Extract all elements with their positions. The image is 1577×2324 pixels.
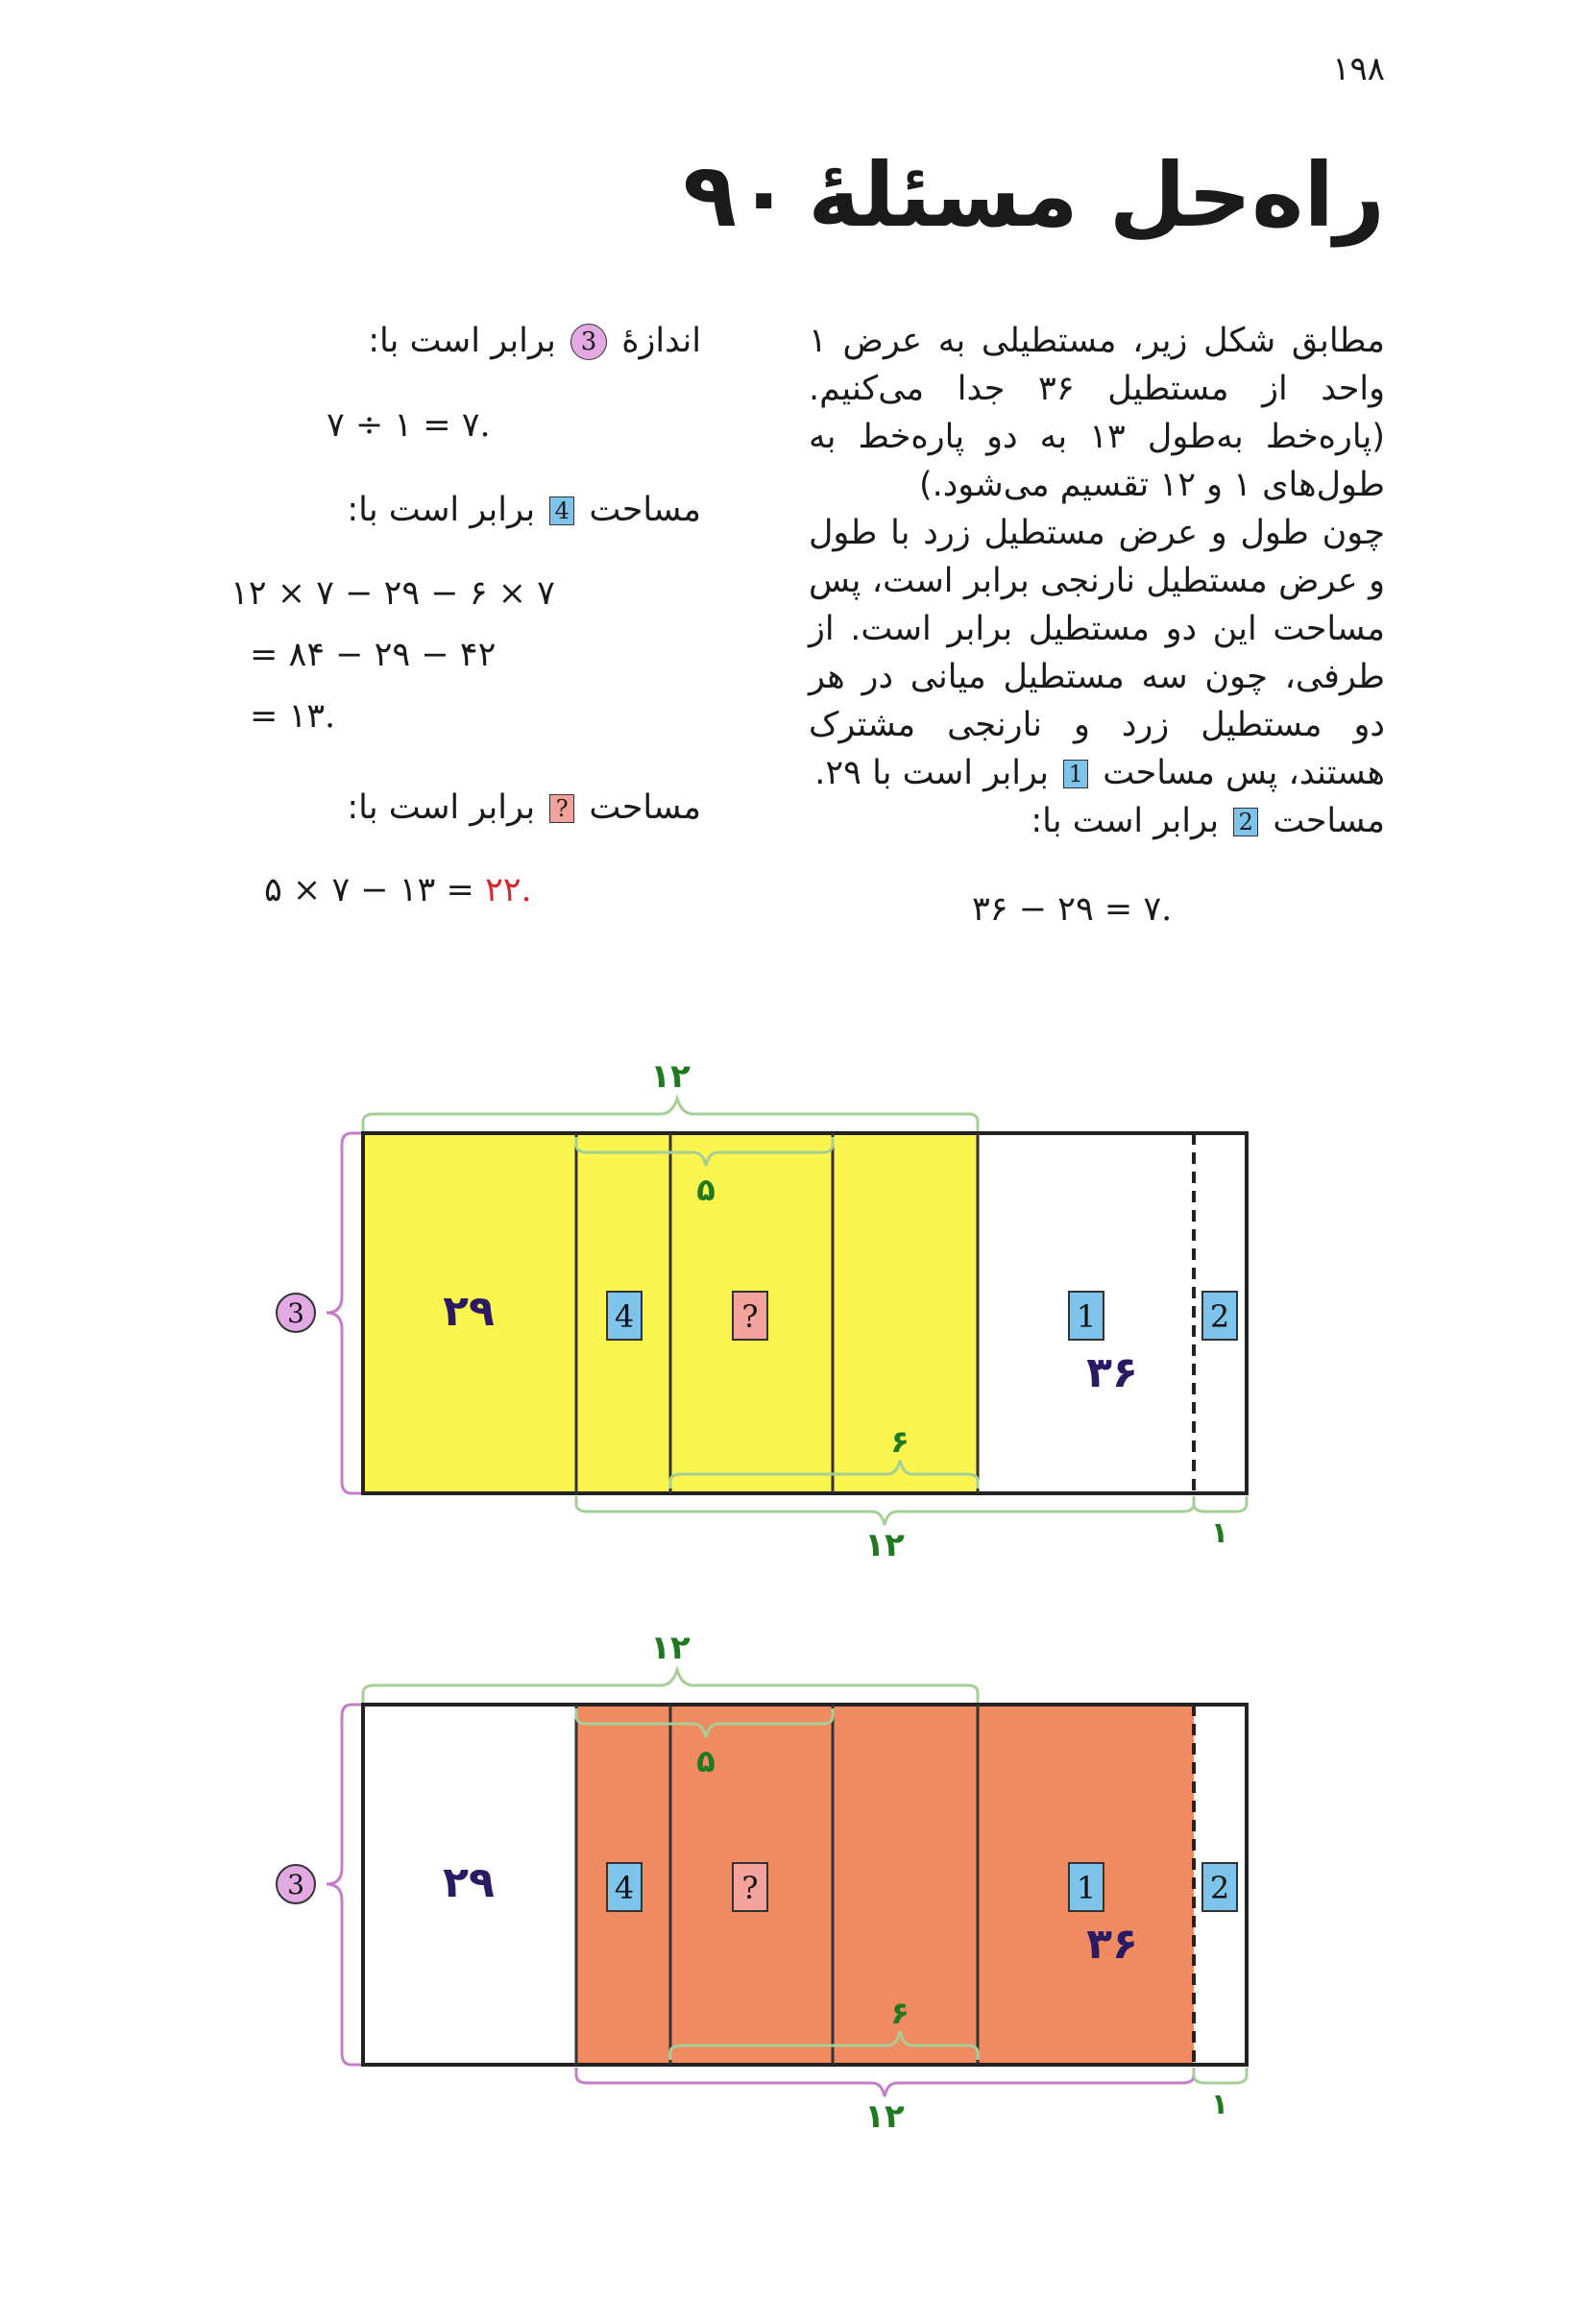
- formula-area-4-line-3: = ۱۳.: [250, 697, 336, 736]
- label-bottom-12: ۱۲: [864, 1526, 905, 1556]
- title-text: راه‌حل مسئلهٔ: [808, 144, 1385, 247]
- top-brace: [363, 1099, 978, 1131]
- label-inner-5: ۵: [696, 1743, 716, 1779]
- box-2-label: 2: [1209, 1298, 1230, 1335]
- area-q-line: [230, 784, 701, 832]
- paragraph-2-tail: برابر است با ۲۹.: [814, 754, 1049, 792]
- box-4-inline: 4: [549, 496, 574, 525]
- formula-area-2: ۳۶ − ۲۹ = ۷.: [972, 890, 1173, 929]
- box-1-inline: 1: [1063, 760, 1088, 788]
- formula-area-4-block: [230, 563, 701, 747]
- area-q-tail: برابر است با:: [347, 788, 536, 827]
- label-36: ۳۶: [1086, 1348, 1138, 1397]
- page-title: [683, 144, 1385, 247]
- box-q-inline: ?: [549, 794, 574, 823]
- page-number: ۱۹۸: [1332, 50, 1385, 88]
- label-small-1: ۱: [1210, 2088, 1229, 2121]
- box-1-label: 1: [1076, 1870, 1097, 1906]
- top-brace: [363, 1670, 978, 1703]
- label-top-12: ۱۲: [650, 1057, 691, 1096]
- title-number: ۹۰: [682, 144, 791, 247]
- area-2-tail: برابر است با:: [1031, 802, 1220, 840]
- label-top-12: ۱۲: [650, 1629, 691, 1667]
- box-q-label: ?: [741, 1298, 759, 1335]
- bottom-brace: [576, 1496, 1194, 1525]
- left-column: [230, 317, 701, 914]
- box-q-label: ?: [741, 1870, 759, 1906]
- size-3-tail: برابر است با:: [368, 322, 556, 360]
- left-brace: [327, 1133, 361, 1493]
- bottom-brace: [576, 2068, 1194, 2096]
- circle-3-label: 3: [287, 1869, 304, 1900]
- label-36: ۳۶: [1086, 1920, 1138, 1969]
- right-column: [809, 317, 1385, 933]
- box-2-inline: 2: [1233, 808, 1258, 836]
- paragraph-2-text: چون طول و عرض مستطیل زرد با طول و عرض مستطیل نارنجی برابر است، پس مساحت این دو مستطیل برابر است. از طرفی، چون سه مستطیل میانی در هر دو مستطیل زرد و نارنجی مشترک هستند، پس مساحت: [809, 514, 1385, 792]
- area-q-label: مساحت: [589, 788, 701, 827]
- label-bottom-6: ۶: [890, 1423, 910, 1460]
- label-29: ۲۹: [443, 1858, 495, 1907]
- box-1-label: 1: [1076, 1298, 1097, 1335]
- area-4-line: [230, 486, 701, 534]
- area-2-line: [809, 797, 1385, 845]
- label-bottom-6: ۶: [890, 1995, 910, 2031]
- formula-area-4-line-2: = ۸۴ − ۲۹ − ۴۲: [250, 636, 497, 674]
- small-brace: [1194, 2068, 1247, 2083]
- formula-area-q-result: ۲۲.: [484, 871, 532, 909]
- box-4-label: 4: [614, 1298, 635, 1335]
- box-4-label: 4: [614, 1870, 635, 1906]
- paragraph-1: مطابق شکل زیر، مستطیلی به عرض ۱ واحد از مستطیل ۳۶ جدا می‌کنیم. (پاره‌خط به‌طول ۱۳ به دو پاره‌خط به طول‌های ۱ و ۱۲ تقسیم می‌شود.): [809, 322, 1385, 504]
- label-bottom-12: ۱۲: [864, 2097, 905, 2136]
- formula-area-4-line-1: ۱۲ × ۷ − ۲۹ − ۶ × ۷: [230, 574, 555, 613]
- label-29: ۲۹: [443, 1287, 495, 1336]
- circle-3-inline: 3: [570, 324, 607, 360]
- formula-area-q: [264, 866, 701, 914]
- formula-area-q-prefix: ۵ × ۷ − ۱۳ =: [264, 871, 485, 909]
- area-4-label: مساحت: [589, 491, 701, 529]
- label-inner-5: ۵: [696, 1172, 716, 1208]
- area-2-label: مساحت: [1273, 802, 1385, 840]
- diagram-yellow: [0, 1037, 1577, 1556]
- size-3-label: اندازهٔ: [621, 322, 701, 360]
- label-small-1: ۱: [1210, 1516, 1229, 1550]
- formula-size-3: ۷ ÷ ۱ = ۷.: [327, 406, 491, 445]
- area-4-tail: برابر است با:: [347, 491, 536, 529]
- box-2-label: 2: [1209, 1870, 1230, 1906]
- left-brace: [327, 1705, 361, 2065]
- size-3-line: [230, 317, 701, 365]
- paragraph-2: [809, 509, 1385, 797]
- small-brace: [1194, 1496, 1247, 1512]
- circle-3-label: 3: [287, 1297, 304, 1329]
- diagram-orange: [0, 1609, 1577, 2146]
